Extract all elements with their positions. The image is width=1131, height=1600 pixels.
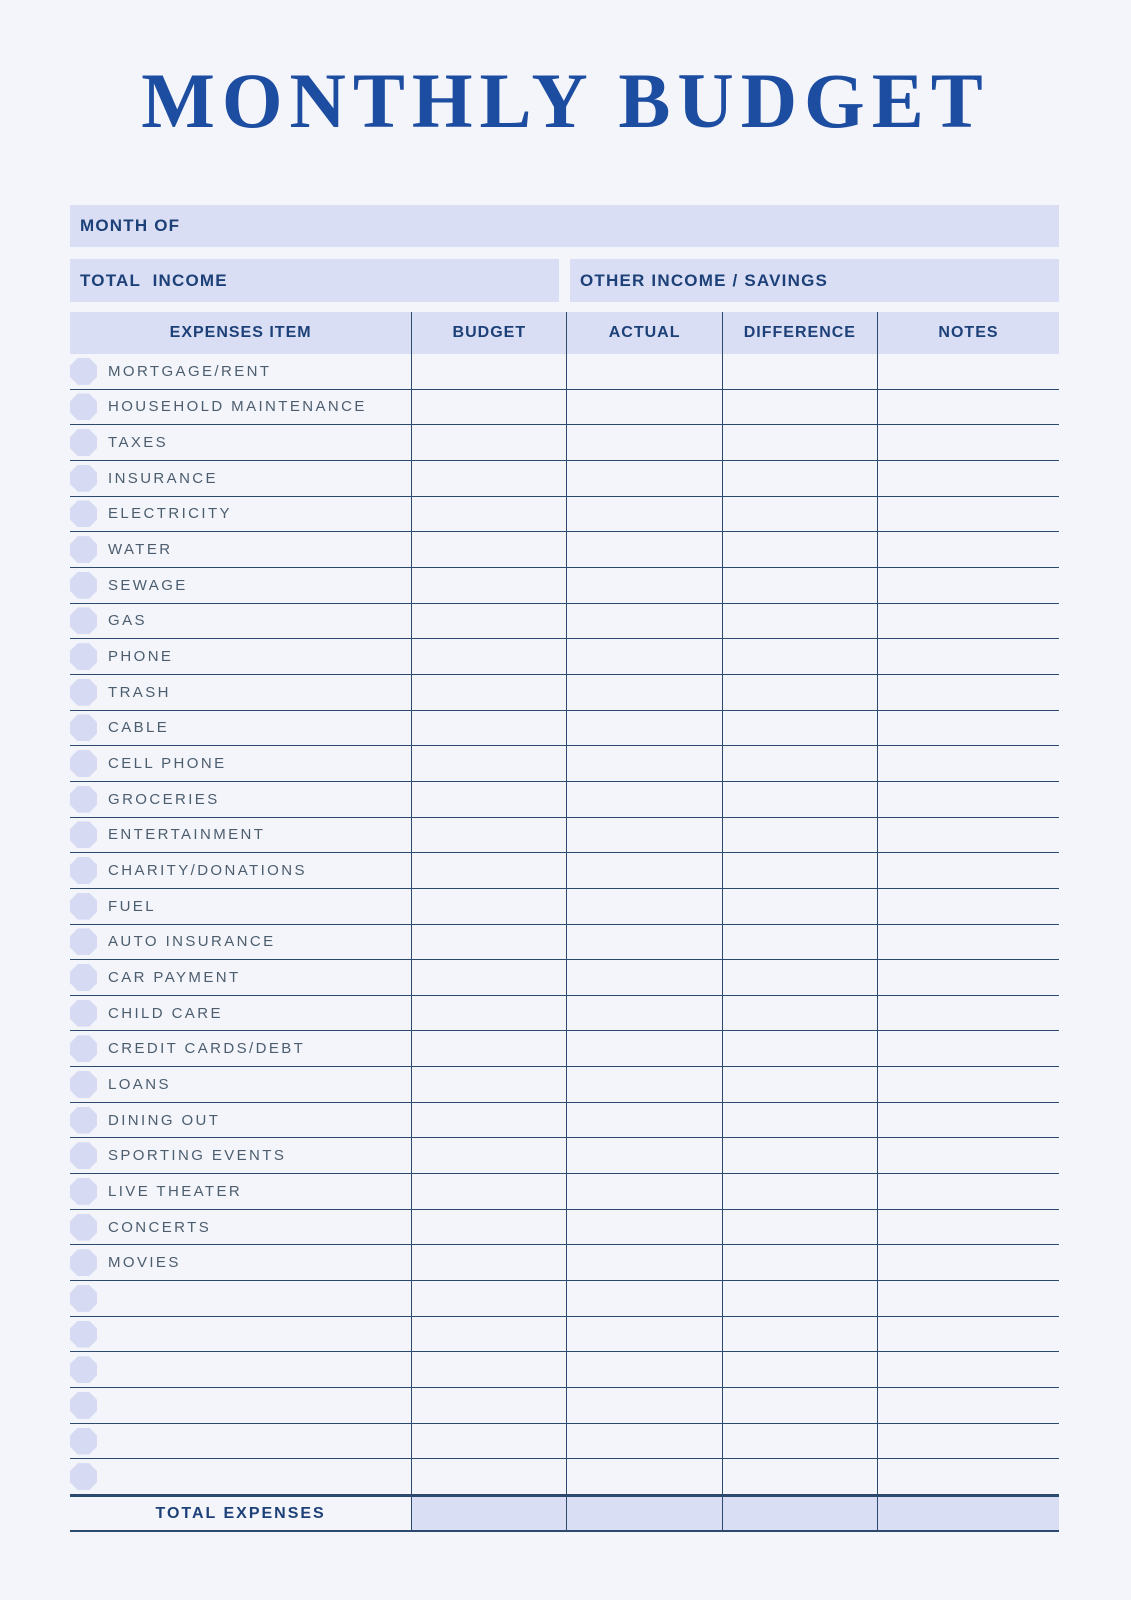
expense-item-cell — [70, 1031, 411, 1066]
difference-cell[interactable] — [722, 818, 877, 853]
budget-cell[interactable] — [411, 497, 566, 532]
actual-cell[interactable] — [566, 889, 721, 924]
octagon-bullet-icon — [70, 1285, 97, 1312]
octagon-bullet-icon — [70, 572, 97, 599]
expense-row — [70, 1103, 1059, 1139]
difference-cell[interactable] — [722, 425, 877, 460]
expense-item-cell — [70, 1103, 411, 1138]
budget-cell[interactable] — [411, 711, 566, 746]
difference-cell[interactable] — [722, 1281, 877, 1316]
budget-cell[interactable] — [411, 1459, 566, 1494]
table-body — [70, 354, 1059, 1495]
actual-cell[interactable] — [566, 354, 721, 389]
octagon-bullet-icon — [70, 1000, 97, 1027]
actual-cell[interactable] — [566, 1031, 721, 1066]
difference-cell[interactable] — [722, 711, 877, 746]
expense-row — [70, 889, 1059, 925]
header-cell-notes: NOTES — [877, 312, 1059, 354]
octagon-bullet-icon — [70, 750, 97, 777]
difference-cell[interactable] — [722, 568, 877, 603]
notes-cell[interactable] — [877, 782, 1059, 817]
expense-item-label: CHILD CARE — [108, 1004, 223, 1022]
difference-cell[interactable] — [722, 1388, 877, 1423]
notes-cell[interactable] — [877, 604, 1059, 639]
actual-cell[interactable] — [566, 390, 721, 425]
budget-cell[interactable] — [411, 746, 566, 781]
actual-cell[interactable] — [566, 1067, 721, 1102]
budget-cell[interactable] — [411, 1317, 566, 1352]
budget-cell[interactable] — [411, 390, 566, 425]
difference-cell[interactable] — [722, 1459, 877, 1494]
expense-item-cell — [70, 1210, 411, 1245]
notes-cell[interactable] — [877, 889, 1059, 924]
expense-item-cell — [70, 1067, 411, 1102]
expense-item-label: CREDIT CARDS/DEBT — [108, 1040, 306, 1058]
budget-cell[interactable] — [411, 604, 566, 639]
expense-item-label: SPORTING EVENTS — [108, 1147, 287, 1165]
actual-cell[interactable] — [566, 1424, 721, 1459]
actual-cell[interactable] — [566, 782, 721, 817]
notes-cell[interactable] — [877, 1031, 1059, 1066]
expense-item-label: FUEL — [108, 897, 156, 915]
octagon-bullet-icon — [70, 1249, 97, 1276]
actual-cell[interactable] — [566, 1459, 721, 1494]
other-income-savings-label: OTHER INCOME / SAVINGS — [580, 270, 829, 290]
expense-row — [70, 996, 1059, 1032]
octagon-bullet-icon — [70, 964, 97, 991]
actual-cell[interactable] — [566, 853, 721, 888]
notes-cell[interactable] — [877, 390, 1059, 425]
expense-row — [70, 604, 1059, 640]
expense-item-label: CABLE — [108, 719, 170, 737]
notes-cell[interactable] — [877, 1281, 1059, 1316]
expense-row — [70, 497, 1059, 533]
difference-cell[interactable] — [722, 390, 877, 425]
expense-row — [70, 1138, 1059, 1174]
expense-item-cell — [70, 746, 411, 781]
expense-row — [70, 1245, 1059, 1281]
table-header-row — [70, 312, 1059, 354]
expense-row — [70, 675, 1059, 711]
budget-cell[interactable] — [411, 853, 566, 888]
budget-cell[interactable] — [411, 818, 566, 853]
notes-cell[interactable] — [877, 1424, 1059, 1459]
octagon-bullet-icon — [70, 1392, 97, 1419]
expense-row — [70, 782, 1059, 818]
actual-cell[interactable] — [566, 960, 721, 995]
notes-cell[interactable] — [877, 354, 1059, 389]
octagon-bullet-icon — [70, 643, 97, 670]
actual-cell[interactable] — [566, 568, 721, 603]
octagon-bullet-icon — [70, 465, 97, 492]
expense-item-label: TAXES — [108, 434, 169, 452]
expense-item-cell — [70, 711, 411, 746]
budget-cell[interactable] — [411, 1245, 566, 1280]
expense-row — [70, 1317, 1059, 1353]
expense-item-cell — [70, 604, 411, 639]
expense-item-label: AUTO INSURANCE — [108, 933, 276, 951]
budget-cell[interactable] — [411, 1281, 566, 1316]
octagon-bullet-icon — [70, 1356, 97, 1383]
expense-item-cell[interactable] — [70, 1281, 411, 1316]
expense-item-label: MORTGAGE/RENT — [108, 362, 272, 380]
difference-cell[interactable] — [722, 746, 877, 781]
budget-cell[interactable] — [411, 1210, 566, 1245]
expense-item-cell — [70, 568, 411, 603]
budget-cell[interactable] — [411, 675, 566, 710]
actual-cell[interactable] — [566, 1245, 721, 1280]
expense-item-label: MOVIES — [108, 1254, 181, 1272]
expense-row — [70, 461, 1059, 497]
notes-cell[interactable] — [877, 497, 1059, 532]
expense-item-label: CONCERTS — [108, 1218, 212, 1236]
notes-cell[interactable] — [877, 1459, 1059, 1494]
notes-cell[interactable] — [877, 1245, 1059, 1280]
expense-item-cell — [70, 425, 411, 460]
actual-cell[interactable] — [566, 425, 721, 460]
expense-item-label: WATER — [108, 541, 173, 559]
expense-row — [70, 532, 1059, 568]
expense-item-label: ELECTRICITY — [108, 505, 232, 523]
notes-cell[interactable] — [877, 1174, 1059, 1209]
difference-cell[interactable] — [722, 497, 877, 532]
actual-cell[interactable] — [566, 711, 721, 746]
actual-cell[interactable] — [566, 1210, 721, 1245]
total-expenses-label-cell — [70, 1497, 411, 1530]
header-cell-expenses-item: EXPENSES ITEM — [169, 324, 312, 341]
expense-item-label: TRASH — [108, 683, 171, 701]
actual-cell[interactable] — [566, 461, 721, 496]
expense-item-cell — [70, 354, 411, 389]
total-expenses-row — [70, 1495, 1059, 1532]
notes-cell[interactable] — [877, 532, 1059, 567]
expense-row — [70, 1210, 1059, 1246]
octagon-bullet-icon — [70, 1142, 97, 1169]
expense-item-cell[interactable] — [70, 1459, 411, 1494]
octagon-bullet-icon — [70, 714, 97, 741]
expense-item-cell — [70, 1245, 411, 1280]
expense-row — [70, 568, 1059, 604]
budget-cell[interactable] — [411, 996, 566, 1031]
actual-cell[interactable] — [566, 1138, 721, 1173]
difference-cell[interactable] — [722, 532, 877, 567]
octagon-bullet-icon — [70, 429, 97, 456]
notes-cell[interactable] — [877, 1138, 1059, 1173]
notes-cell[interactable] — [877, 996, 1059, 1031]
octagon-bullet-icon — [70, 786, 97, 813]
difference-cell[interactable] — [722, 889, 877, 924]
difference-cell[interactable] — [722, 782, 877, 817]
octagon-bullet-icon — [70, 821, 97, 848]
budget-cell[interactable] — [411, 461, 566, 496]
actual-cell[interactable] — [566, 639, 721, 674]
expense-item-cell — [70, 1138, 411, 1173]
difference-cell[interactable] — [722, 354, 877, 389]
actual-cell[interactable] — [566, 925, 721, 960]
difference-cell[interactable] — [722, 461, 877, 496]
expense-item-label: DINING OUT — [108, 1111, 221, 1129]
expense-item-cell — [70, 497, 411, 532]
notes-cell[interactable] — [877, 746, 1059, 781]
budget-cell[interactable] — [411, 568, 566, 603]
notes-cell[interactable] — [877, 1210, 1059, 1245]
expense-row — [70, 639, 1059, 675]
total-expenses-label: TOTAL EXPENSES — [155, 1504, 326, 1522]
expense-row — [70, 925, 1059, 961]
expense-row — [70, 1067, 1059, 1103]
total-actual-cell[interactable] — [566, 1497, 721, 1530]
budget-cell[interactable] — [411, 782, 566, 817]
expense-row — [70, 1459, 1059, 1495]
budget-cell[interactable] — [411, 1103, 566, 1138]
notes-cell[interactable] — [877, 818, 1059, 853]
expense-item-label: LOANS — [108, 1075, 171, 1093]
expense-row — [70, 1031, 1059, 1067]
octagon-bullet-icon — [70, 358, 97, 385]
expense-item-cell — [70, 996, 411, 1031]
total-income-field[interactable] — [70, 259, 559, 302]
expense-item-cell — [70, 853, 411, 888]
expense-item-cell — [70, 461, 411, 496]
actual-cell[interactable] — [566, 1317, 721, 1352]
octagon-bullet-icon — [70, 1321, 97, 1348]
expense-item-cell — [70, 782, 411, 817]
expense-item-cell[interactable] — [70, 1317, 411, 1352]
expense-row — [70, 425, 1059, 461]
notes-cell[interactable] — [877, 425, 1059, 460]
expenses-table — [70, 312, 1059, 1532]
difference-cell[interactable] — [722, 925, 877, 960]
budget-cell[interactable] — [411, 1174, 566, 1209]
budget-cell[interactable] — [411, 354, 566, 389]
expense-item-cell — [70, 390, 411, 425]
difference-cell[interactable] — [722, 996, 877, 1031]
budget-cell[interactable] — [411, 960, 566, 995]
expense-item-cell[interactable] — [70, 1352, 411, 1387]
actual-cell[interactable] — [566, 818, 721, 853]
expense-item-label: CELL PHONE — [108, 755, 227, 773]
notes-cell[interactable] — [877, 853, 1059, 888]
actual-cell[interactable] — [566, 1281, 721, 1316]
expense-item-label: CHARITY/DONATIONS — [108, 862, 307, 880]
difference-cell[interactable] — [722, 675, 877, 710]
actual-cell[interactable] — [566, 675, 721, 710]
notes-cell[interactable] — [877, 1067, 1059, 1102]
difference-cell[interactable] — [722, 1352, 877, 1387]
expense-item-label: CAR PAYMENT — [108, 968, 241, 986]
expense-row — [70, 1281, 1059, 1317]
expense-item-cell — [70, 925, 411, 960]
octagon-bullet-icon — [70, 1214, 97, 1241]
octagon-bullet-icon — [70, 607, 97, 634]
octagon-bullet-icon — [70, 1428, 97, 1455]
notes-cell[interactable] — [877, 1388, 1059, 1423]
expense-item-cell — [70, 818, 411, 853]
difference-cell[interactable] — [722, 1245, 877, 1280]
difference-cell[interactable] — [722, 1424, 877, 1459]
month-of-label: MONTH OF — [80, 216, 181, 235]
octagon-bullet-icon — [70, 928, 97, 955]
actual-cell[interactable] — [566, 497, 721, 532]
actual-cell[interactable] — [566, 1103, 721, 1138]
expense-item-cell — [70, 639, 411, 674]
octagon-bullet-icon — [70, 1071, 97, 1098]
octagon-bullet-icon — [70, 1178, 97, 1205]
budget-cell[interactable] — [411, 925, 566, 960]
difference-cell[interactable] — [722, 1138, 877, 1173]
total-income-label: TOTAL INCOME — [80, 270, 228, 290]
budget-cell[interactable] — [411, 1352, 566, 1387]
difference-cell[interactable] — [722, 1317, 877, 1352]
expense-item-label: LIVE THEATER — [108, 1182, 243, 1200]
expense-row — [70, 390, 1059, 426]
notes-cell[interactable] — [877, 711, 1059, 746]
budget-cell[interactable] — [411, 1031, 566, 1066]
actual-cell[interactable] — [566, 996, 721, 1031]
difference-cell[interactable] — [722, 1103, 877, 1138]
expense-row — [70, 1352, 1059, 1388]
octagon-bullet-icon — [70, 1463, 97, 1490]
budget-cell[interactable] — [411, 639, 566, 674]
expense-item-label: GROCERIES — [108, 790, 220, 808]
expense-item-label: HOUSEHOLD MAINTENANCE — [108, 398, 367, 416]
actual-cell[interactable] — [566, 1388, 721, 1423]
actual-cell[interactable] — [566, 1174, 721, 1209]
month-of-field[interactable] — [70, 205, 1059, 247]
expense-item-label: ENTERTAINMENT — [108, 826, 266, 844]
header-cell-actual: ACTUAL — [566, 312, 721, 354]
actual-cell[interactable] — [566, 532, 721, 567]
notes-cell[interactable] — [877, 960, 1059, 995]
expense-item-cell — [70, 889, 411, 924]
octagon-bullet-icon — [70, 500, 97, 527]
header-cell-budget: BUDGET — [411, 312, 566, 354]
octagon-bullet-icon — [70, 893, 97, 920]
budget-cell[interactable] — [411, 1067, 566, 1102]
expense-item-label: PHONE — [108, 648, 174, 666]
octagon-bullet-icon — [70, 536, 97, 563]
other-income-savings-field[interactable] — [570, 259, 1059, 302]
notes-cell[interactable] — [877, 568, 1059, 603]
header-cell-difference: DIFFERENCE — [722, 312, 877, 354]
expense-item-label: INSURANCE — [108, 469, 218, 487]
octagon-bullet-icon — [70, 1035, 97, 1062]
difference-cell[interactable] — [722, 1031, 877, 1066]
budget-cell[interactable] — [411, 532, 566, 567]
expense-row — [70, 746, 1059, 782]
notes-cell[interactable] — [877, 1317, 1059, 1352]
notes-cell[interactable] — [877, 925, 1059, 960]
octagon-bullet-icon — [70, 393, 97, 420]
content-area — [70, 205, 1059, 1532]
expense-item-label: SEWAGE — [108, 576, 188, 594]
budget-cell[interactable] — [411, 1424, 566, 1459]
difference-cell[interactable] — [722, 1067, 877, 1102]
expense-item-cell — [70, 960, 411, 995]
difference-cell[interactable] — [722, 639, 877, 674]
expense-item-cell[interactable] — [70, 1388, 411, 1423]
difference-cell[interactable] — [722, 604, 877, 639]
expense-row — [70, 354, 1059, 390]
notes-cell[interactable] — [877, 1103, 1059, 1138]
actual-cell[interactable] — [566, 604, 721, 639]
expense-item-cell — [70, 532, 411, 567]
income-row — [70, 259, 1059, 302]
notes-cell[interactable] — [877, 675, 1059, 710]
expense-row — [70, 711, 1059, 747]
expense-row — [70, 1388, 1059, 1424]
actual-cell[interactable] — [566, 1352, 721, 1387]
actual-cell[interactable] — [566, 746, 721, 781]
expense-item-cell — [70, 675, 411, 710]
difference-cell[interactable] — [722, 960, 877, 995]
budget-cell[interactable] — [411, 1138, 566, 1173]
total-difference-cell[interactable] — [722, 1497, 877, 1530]
budget-cell[interactable] — [411, 889, 566, 924]
budget-cell[interactable] — [411, 425, 566, 460]
budget-cell[interactable] — [411, 1388, 566, 1423]
expense-item-label: GAS — [108, 612, 147, 630]
expense-row — [70, 853, 1059, 889]
octagon-bullet-icon — [70, 1107, 97, 1134]
expense-row — [70, 960, 1059, 996]
expense-row — [70, 1174, 1059, 1210]
page-title: MONTHLY BUDGET — [141, 57, 990, 144]
expense-row — [70, 818, 1059, 854]
notes-cell[interactable] — [877, 639, 1059, 674]
difference-cell[interactable] — [722, 1210, 877, 1245]
total-notes-cell[interactable] — [877, 1497, 1059, 1530]
expense-item-cell[interactable] — [70, 1424, 411, 1459]
expense-item-cell — [70, 1174, 411, 1209]
difference-cell[interactable] — [722, 853, 877, 888]
expense-row — [70, 1424, 1059, 1460]
total-budget-cell[interactable] — [411, 1497, 566, 1530]
notes-cell[interactable] — [877, 461, 1059, 496]
octagon-bullet-icon — [70, 857, 97, 884]
notes-cell[interactable] — [877, 1352, 1059, 1387]
difference-cell[interactable] — [722, 1174, 877, 1209]
octagon-bullet-icon — [70, 679, 97, 706]
